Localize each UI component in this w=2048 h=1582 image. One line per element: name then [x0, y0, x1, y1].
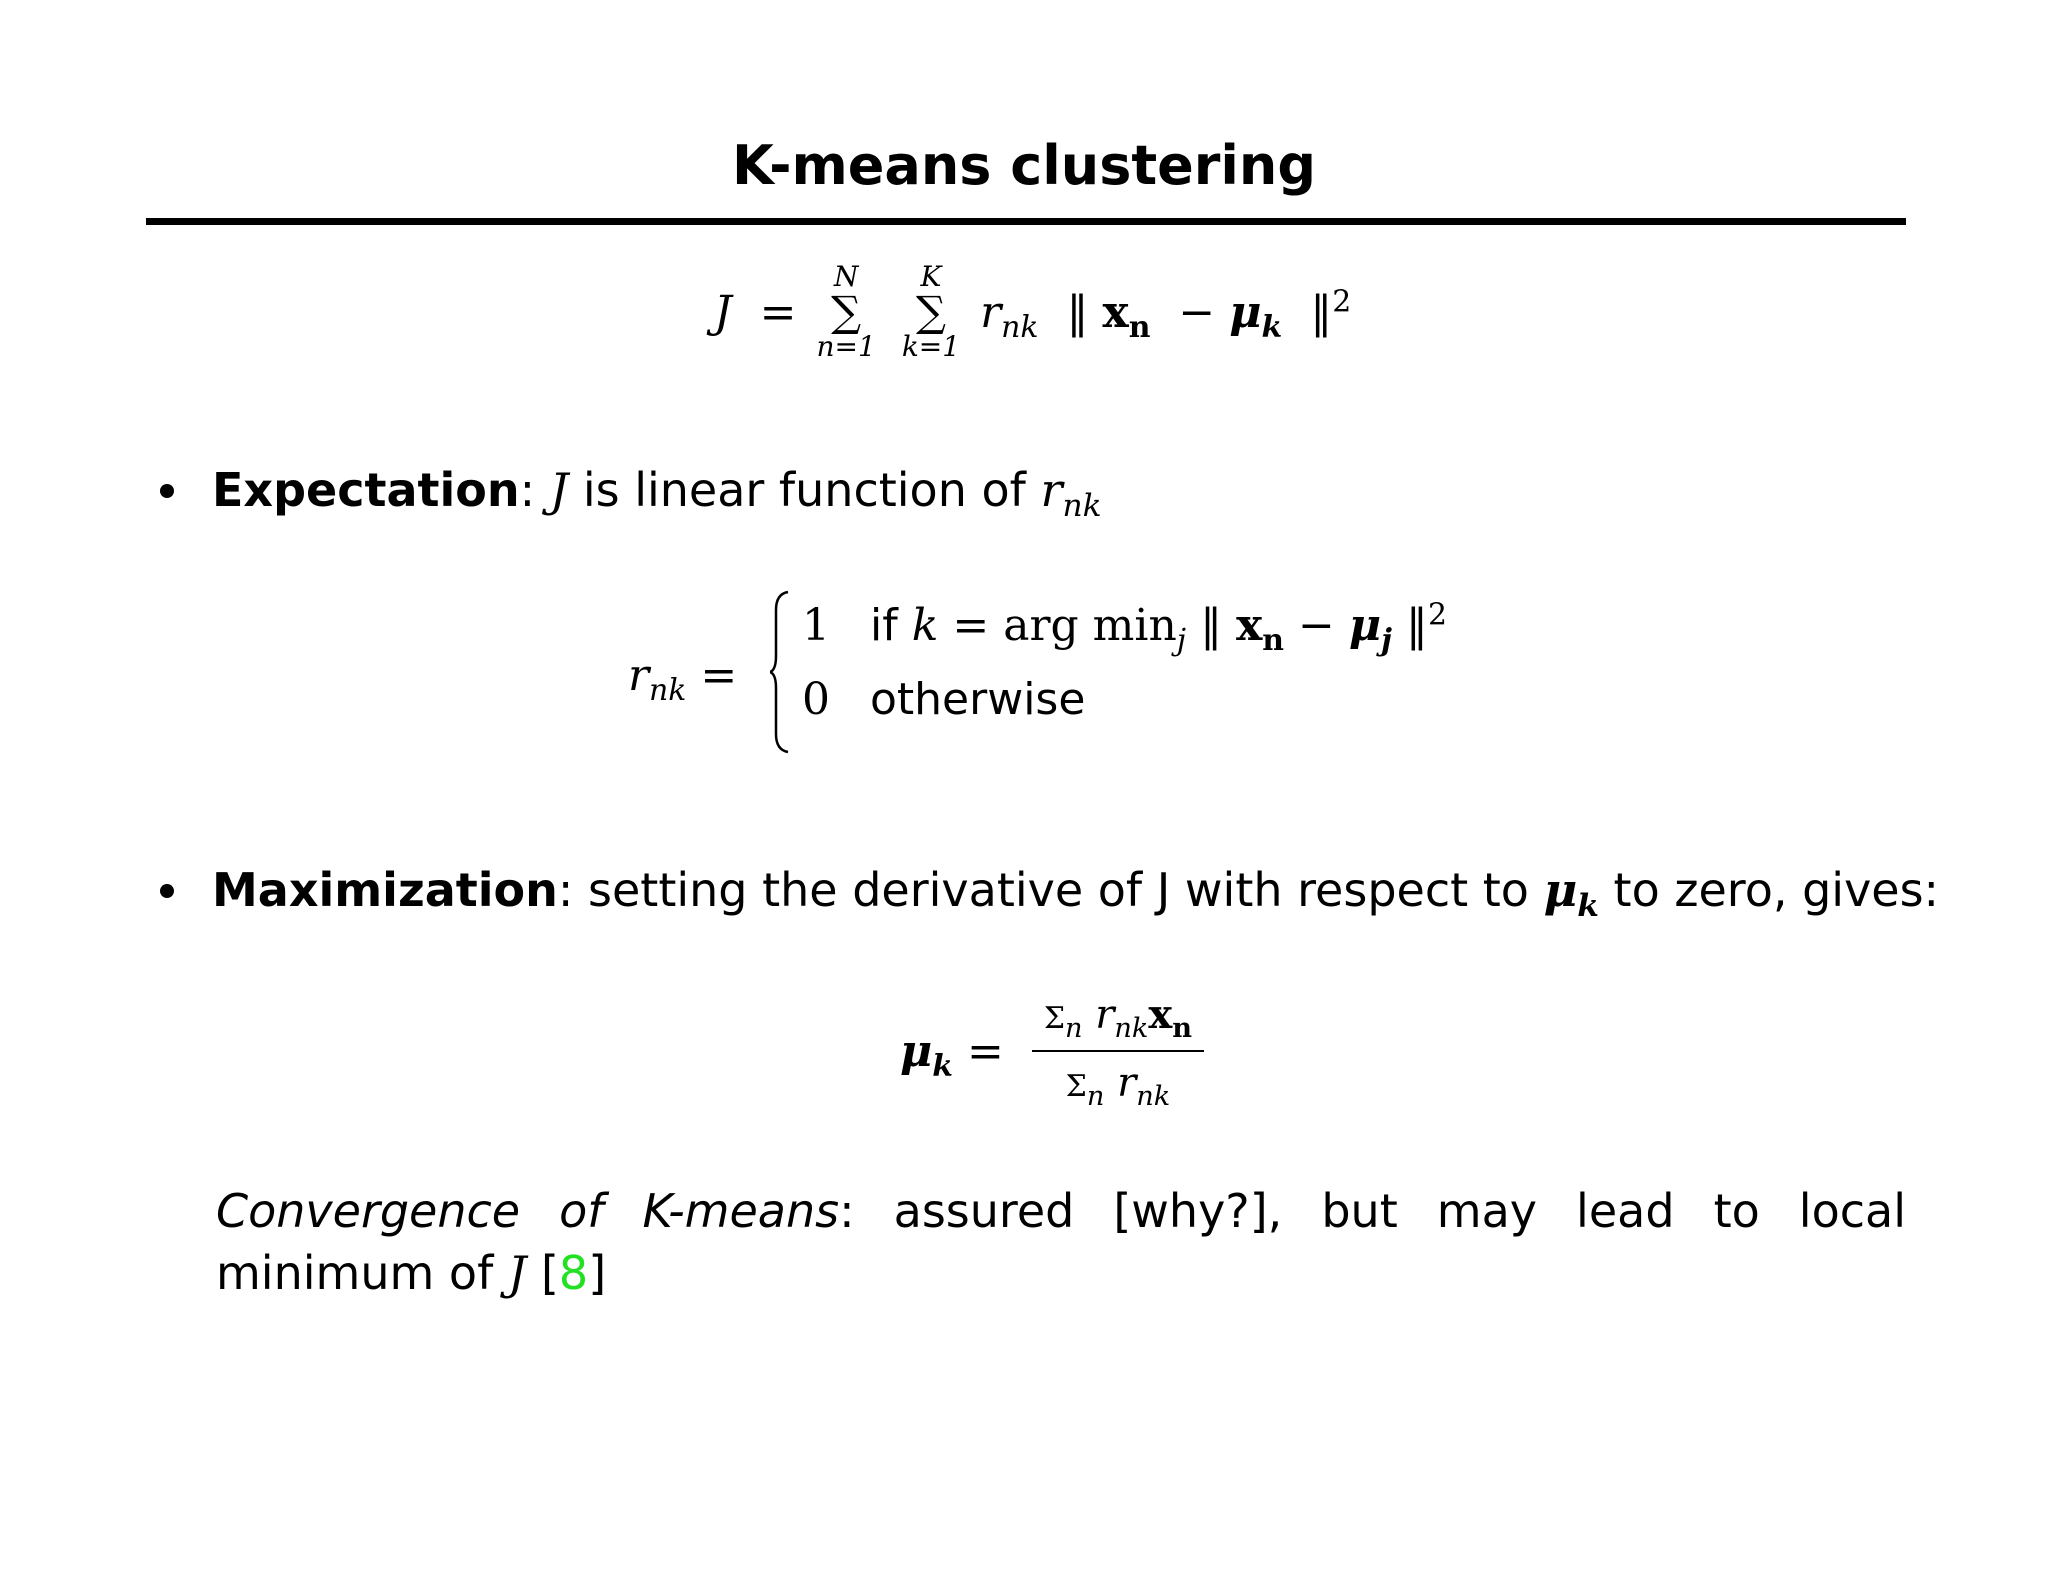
- fraction-numerator: [1032, 990, 1204, 1052]
- expectation-text: is linear function of: [582, 463, 1026, 517]
- convergence-label: Convergence of K-means: [216, 1184, 840, 1238]
- maximization-text-before: : setting the derivative of J with respect to: [557, 863, 1529, 917]
- mu-symbol: μ: [1543, 863, 1578, 917]
- mu-subscript: k: [1261, 309, 1283, 345]
- x-symbol: x: [1236, 600, 1263, 651]
- case-row-1: 1 if k = arg $\min_j$ ‖ $x_n - \mu_j$ ‖$^2$: [802, 597, 1447, 658]
- case2-value: 0: [802, 674, 830, 725]
- r-symbol: r: [1117, 1060, 1137, 1106]
- x-symbol: x: [1148, 991, 1173, 1038]
- r-subscript: nk: [1136, 1081, 1171, 1112]
- objective-body: $r_{nk}$ ‖ $x_n - \mu_k$ ‖$^2$: [980, 283, 1352, 345]
- maximization-text-after: to zero, gives:: [1613, 863, 1940, 917]
- citation-link[interactable]: 8: [558, 1246, 589, 1300]
- r-symbol: r: [628, 650, 650, 701]
- r-symbol: r: [980, 286, 1002, 338]
- r-subscript: nk: [1001, 309, 1039, 345]
- x-symbol: x: [1102, 286, 1129, 338]
- mu-subscript: j: [1381, 622, 1392, 658]
- sigma-subscript: n: [1065, 1013, 1083, 1044]
- r-subscript: nk: [649, 672, 687, 708]
- assignment-lhs: $r_{nk}$ =: [628, 650, 738, 708]
- r-symbol: r: [1095, 992, 1115, 1038]
- citation-close: ]: [588, 1246, 607, 1300]
- case1-if: if: [870, 600, 898, 651]
- sigma-symbol: Σ: [1043, 1001, 1066, 1036]
- expectation-sep: :: [519, 463, 536, 517]
- x-subscript: n: [1172, 1012, 1193, 1044]
- sum-over-n: [817, 262, 876, 362]
- citation-open: [: [540, 1246, 559, 1300]
- expectation-r: [1040, 463, 1102, 525]
- slide-title: K-means clustering: [731, 134, 1317, 197]
- fraction-denominator: [1032, 1052, 1204, 1112]
- objective-equation: [714, 262, 1351, 362]
- sigma-symbol: Σ: [1065, 1069, 1087, 1104]
- convergence-var: J: [507, 1246, 527, 1300]
- update-lhs: $\mu_k$ =: [900, 1025, 1004, 1084]
- sigma-symbol: ∑: [915, 287, 946, 336]
- mu-subscript: k: [932, 1048, 953, 1084]
- expectation-bullet: [160, 462, 1102, 525]
- power: 2: [1427, 597, 1447, 633]
- r-symbol: r: [1040, 463, 1063, 517]
- maximization-mu: [1543, 863, 1599, 925]
- maximization-label: Maximization: [212, 863, 558, 917]
- convergence-paragraph: [216, 1180, 1906, 1304]
- expectation-label: Expectation: [212, 463, 520, 517]
- title-rule: [146, 218, 1906, 225]
- bullet-dot: [160, 484, 174, 498]
- power: 2: [1332, 283, 1352, 319]
- maximization-bullet: [160, 862, 1940, 925]
- sigma-subscript: n: [1086, 1081, 1105, 1112]
- r-subscript: nk: [1114, 1013, 1149, 1044]
- update-fraction: [1032, 990, 1204, 1112]
- objective-lhs: J: [714, 286, 732, 338]
- case1-value: 1: [802, 600, 830, 651]
- equals-sign: =: [745, 286, 797, 338]
- mu-symbol: μ: [1229, 286, 1262, 338]
- sum2-lower: k=1: [901, 330, 961, 363]
- r-subscript: nk: [1062, 488, 1102, 525]
- expectation-var: J: [549, 463, 569, 517]
- update-equation: [900, 990, 1204, 1112]
- left-brace: [770, 590, 790, 754]
- x-subscript: n: [1262, 622, 1285, 658]
- argmin-subscript: j: [1176, 622, 1187, 658]
- convergence-text: : assured [why?], but may lead to local minimum of: [216, 1184, 1906, 1300]
- bullet-dot: [160, 884, 174, 898]
- sum2-upper: K: [920, 260, 942, 293]
- sum-over-k: [902, 262, 960, 362]
- mu-subscript: k: [1577, 888, 1599, 925]
- argmin-operator: arg min: [1003, 600, 1177, 651]
- case2-text: otherwise: [870, 674, 1086, 725]
- mu-symbol: μ: [1348, 600, 1382, 651]
- sum1-lower: n=1: [816, 330, 876, 363]
- case-row-2: [802, 674, 1085, 725]
- x-subscript: n: [1128, 309, 1151, 345]
- sum1-upper: N: [833, 260, 859, 293]
- sigma-symbol: ∑: [831, 287, 862, 336]
- mu-symbol: μ: [900, 1025, 933, 1077]
- k-symbol: k: [911, 600, 939, 651]
